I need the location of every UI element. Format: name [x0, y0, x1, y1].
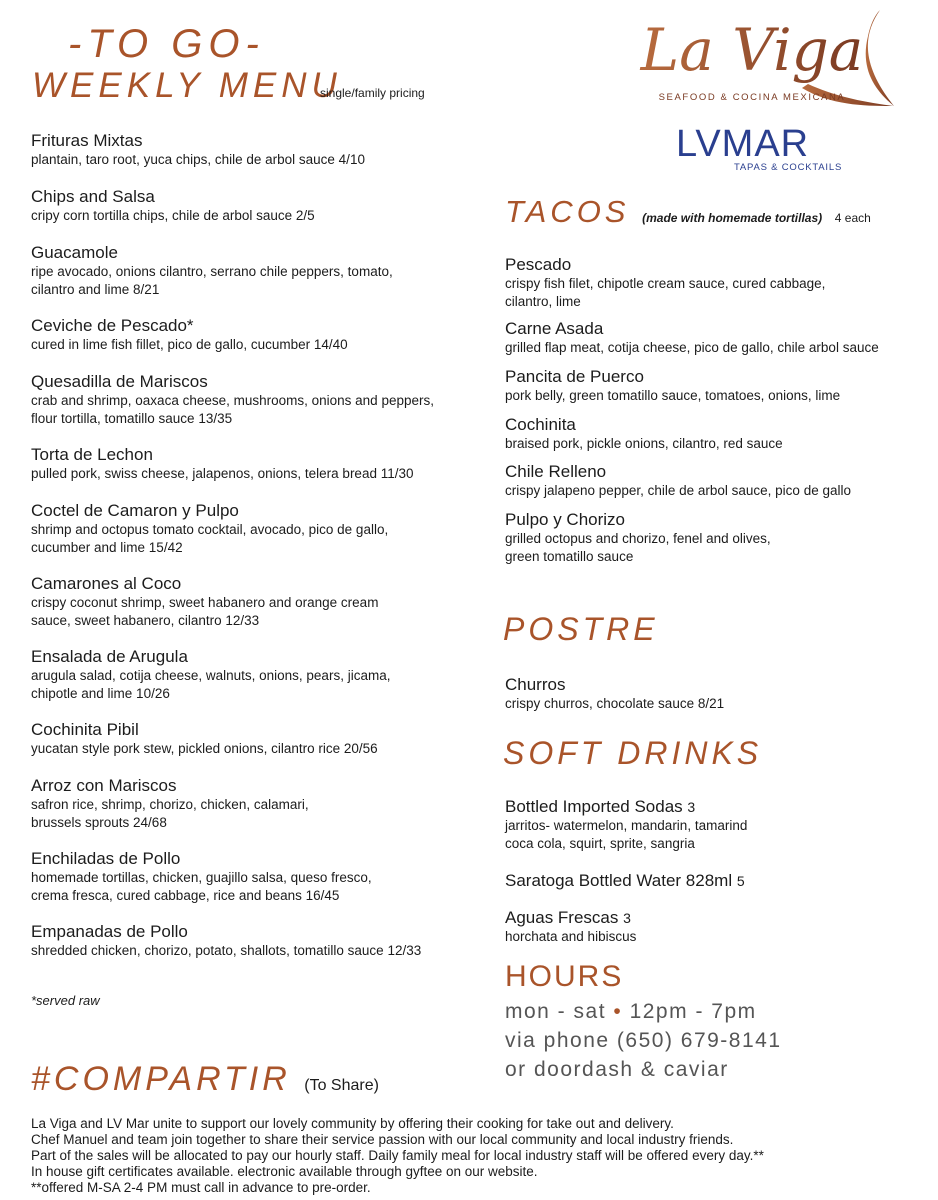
footer-line: La Viga and LV Mar unite to support our lovely community by offering their cooking for take out and delivery. — [31, 1116, 674, 1131]
to-go-heading: -TO GO- — [68, 22, 265, 66]
taco-item — [505, 367, 935, 405]
hours-days-line — [505, 1000, 757, 1024]
drink-item-name — [505, 871, 925, 891]
taco-item — [505, 319, 935, 357]
drink-item — [505, 797, 925, 853]
drink-item-name — [505, 908, 925, 928]
menu-item — [31, 849, 491, 905]
menu-item-name: Coctel de Camaron y Pulpo — [31, 501, 239, 520]
menu-item-description: pulled pork, swiss cheese, jalapenos, onions, telera bread 11/30 — [31, 466, 414, 481]
drink-item — [505, 908, 925, 946]
menu-item — [31, 922, 491, 960]
la-viga-logo — [612, 6, 902, 112]
menu-item-name: Ceviche de Pescado* — [31, 316, 194, 335]
drink-price: 3 — [623, 910, 631, 926]
menu-item-description: crab and shrimp, oaxaca cheese, mushrooms, onions and peppers, flour tortilla, tomatillo sauce 13/35 — [31, 393, 434, 426]
taco-item — [505, 255, 935, 311]
footer-line: Part of the sales will be allocated to pay our hourly staff. Daily family meal for local industry staff will be offered every day.** — [31, 1148, 764, 1163]
menu-item — [31, 131, 491, 169]
menu-item — [31, 574, 491, 630]
menu-item-description: shredded chicken, chorizo, potato, shallots, tomatillo sauce 12/33 — [31, 943, 422, 958]
drink-price: 5 — [736, 873, 745, 889]
postre-item — [505, 675, 925, 713]
menu-item-description: safron rice, shrimp, chorizo, chicken, calamari, brussels sprouts 24/68 — [31, 797, 309, 830]
taco-item — [505, 415, 935, 453]
menu-item-name: Cochinita Pibil — [31, 720, 139, 739]
menu-item-name: Arroz con Mariscos — [31, 776, 177, 795]
hours-phone: via phone (650) 679-8141 — [505, 1029, 782, 1052]
menu-item — [31, 647, 491, 703]
menu-item — [31, 776, 491, 832]
taco-item-description: braised pork, pickle onions, cilantro, red sauce — [505, 436, 783, 451]
menu-item-name: Guacamole — [31, 243, 118, 262]
taco-item-description: crispy fish filet, chipotle cream sauce, cured cabbage, cilantro, lime — [505, 276, 826, 309]
served-raw-note: *served raw — [31, 993, 100, 1008]
menu-item — [31, 243, 491, 299]
menu-item-description: cripy corn tortilla chips, chile de arbol sauce 2/5 — [31, 208, 315, 223]
taco-item-description: crispy jalapeno pepper, chile de arbol sauce, pico de gallo — [505, 483, 851, 498]
hours-days: mon - sat — [505, 1000, 607, 1023]
menu-item-description: yucatan style pork stew, pickled onions, cilantro rice 20/56 — [31, 741, 378, 756]
logo-laviga-tagline: SEAFOOD & COCINA MEXICANA — [658, 92, 846, 103]
drink-item-description: horchata and hibiscus — [505, 929, 637, 944]
menu-item — [31, 501, 491, 557]
menu-item-description: plantain, taro root, yuca chips, chile de arbol sauce 4/10 — [31, 152, 365, 167]
menu-item-description: arugula salad, cotija cheese, walnuts, onions, pears, jicama, chipotle and lime 10/26 — [31, 668, 391, 701]
footer-notes — [31, 1116, 921, 1196]
postre-item-name: Churros — [505, 675, 566, 694]
menu-item — [31, 187, 491, 225]
menu-item-name: Torta de Lechon — [31, 445, 153, 464]
taco-item-name: Pancita de Puerco — [505, 367, 644, 386]
menu-item — [31, 445, 491, 483]
hours-delivery: or doordash & caviar — [505, 1058, 729, 1081]
footer-line: **offered M-SA 2-4 PM must call in advance to pre-order. — [31, 1180, 371, 1195]
menu-item-name: Frituras Mixtas — [31, 131, 143, 150]
bullet-icon: • — [613, 1000, 623, 1023]
menu-item-description: ripe avocado, onions cilantro, serrano chile peppers, tomato, cilantro and lime 8/21 — [31, 264, 393, 297]
weekly-menu-heading: WEEKLY MENU — [32, 66, 342, 105]
drink-name: Bottled Imported Sodas — [505, 797, 683, 816]
drink-item-description: jarritos- watermelon, mandarin, tamarind coca cola, squirt, sprite, sangria — [505, 818, 748, 851]
drink-price: 3 — [687, 799, 696, 815]
logo-lvmar-name: LVMAR — [676, 123, 810, 165]
logo-lvmar-tagline: TAPAS & COCKTAILS — [734, 162, 843, 173]
menu-item-name: Chips and Salsa — [31, 187, 155, 206]
drink-name: Aguas Frescas — [505, 908, 619, 927]
menu-item-name: Quesadilla de Mariscos — [31, 372, 208, 391]
pricing-note: single/family pricing — [320, 86, 425, 100]
menu-item-name: Ensalada de Arugula — [31, 647, 188, 666]
drink-item-name — [505, 797, 925, 817]
menu-item-description: homemade tortillas, chicken, guajillo salsa, queso fresco, crema fresca, cured cabbage, rice and beans 16/45 — [31, 870, 372, 903]
compartir-subtitle: (To Share) — [304, 1077, 379, 1094]
tacos-note: (made with homemade tortillas) — [642, 211, 823, 225]
postre-item-description: crispy churros, chocolate sauce 8/21 — [505, 696, 725, 711]
lv-mar-logo — [672, 118, 848, 176]
taco-item-description: grilled octopus and chorizo, fenel and olives, green tomatillo sauce — [505, 531, 771, 564]
menu-item-description: shrimp and octopus tomato cocktail, avocado, pico de gallo, cucumber and lime 15/42 — [31, 522, 389, 555]
soft-drinks-heading: SOFT DRINKS — [503, 735, 763, 771]
menu-item-description: crispy coconut shrimp, sweet habanero and orange cream sauce, sweet habanero, cilantro 12/33 — [31, 595, 379, 628]
drink-item — [505, 871, 925, 891]
drink-name: Saratoga Bottled Water 828ml — [505, 871, 733, 890]
taco-item — [505, 462, 935, 500]
footer-line: In house gift certificates available. electronic available through gyftee on our website. — [31, 1164, 538, 1179]
taco-item-name: Chile Relleno — [505, 462, 607, 481]
compartir-heading — [31, 1060, 379, 1099]
menu-item-name: Empanadas de Pollo — [31, 922, 188, 941]
menu-item — [31, 372, 491, 428]
taco-item — [505, 510, 935, 566]
taco-item-name: Carne Asada — [505, 319, 604, 338]
taco-item-name: Cochinita — [505, 415, 576, 434]
logo-swoosh-shape — [866, 10, 894, 106]
menu-item-description: cured in lime fish fillet, pico de gallo, cucumber 14/40 — [31, 337, 348, 352]
taco-item-description: grilled flap meat, cotija cheese, pico de gallo, chile arbol sauce — [505, 340, 879, 355]
taco-item-description: pork belly, green tomatillo sauce, tomatoes, onions, lime — [505, 388, 841, 403]
menu-item-name: Enchiladas de Pollo — [31, 849, 181, 868]
logo-laviga-name: La Viga — [640, 16, 864, 84]
menu-item — [31, 316, 491, 354]
hours-heading: HOURS — [505, 960, 624, 993]
postre-heading: POSTRE — [503, 611, 659, 647]
taco-item-name: Pulpo y Chorizo — [505, 510, 626, 529]
tacos-heading — [505, 194, 871, 230]
taco-item-name: Pescado — [505, 255, 572, 274]
compartir-title: #COMPARTIR — [31, 1060, 291, 1098]
footer-line: Chef Manuel and team join together to share their service passion with our local community and local industry friends. — [31, 1132, 734, 1147]
tacos-title: TACOS — [505, 194, 630, 229]
tacos-price-each: 4 each — [834, 211, 871, 225]
menu-item — [31, 720, 491, 758]
hours-time: 12pm - 7pm — [629, 1000, 757, 1023]
menu-item-name: Camarones al Coco — [31, 574, 182, 593]
